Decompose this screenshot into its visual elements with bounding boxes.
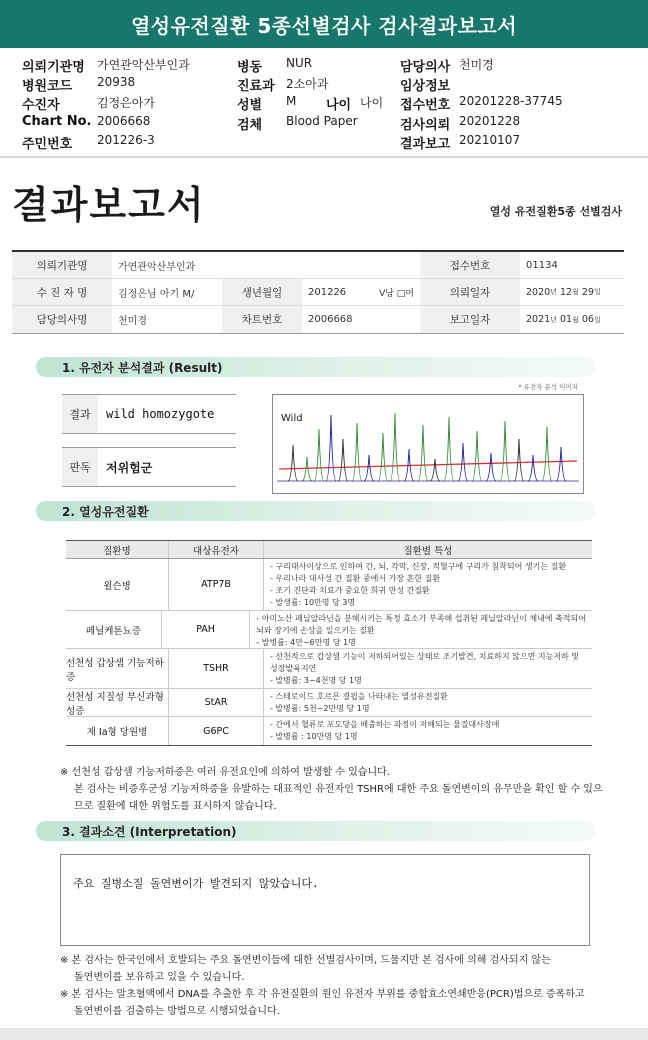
note-line: 므로 질환에 대한 위험도를 표시하지 않습니다. (74, 801, 277, 812)
id-value: 201226-3 (97, 133, 155, 147)
info-institution-label: 의뢰기관명 (12, 252, 112, 278)
feature-line: - 선천적으로 갑상샘 기능이 저하되어있는 상태로 조기발견, 치료하지 않으면 지능저하 및 (270, 652, 580, 661)
sex-male-checkbox: V남 (379, 288, 394, 299)
request-label: 검사의뢰 (400, 118, 451, 133)
info-chart-value: 2006668 (308, 314, 353, 325)
chromatogram-peak (528, 455, 538, 481)
info-chart-label: 차트번호 (222, 306, 302, 333)
chromatogram-peak (430, 459, 440, 481)
section3-notes (60, 952, 585, 1020)
request-value: 20201228 (459, 114, 521, 128)
info-institution-value: 가연관악산부인과 (118, 261, 196, 273)
feature-line: 성장발육지연 (270, 664, 317, 673)
chromatogram-peak (378, 433, 388, 481)
info-row (12, 306, 624, 333)
info-birth-label: 생년월일 (222, 279, 302, 305)
chart-label: Chart No. (22, 114, 92, 129)
disease-features (264, 717, 592, 745)
report-month: 01 (559, 314, 573, 325)
chromatogram-peak (352, 423, 362, 481)
chromatogram-peak (472, 431, 482, 481)
hospital-code-value: 20938 (97, 75, 136, 89)
doctor-value: 천미경 (459, 58, 494, 72)
chromatogram-peak (514, 439, 524, 481)
chromatogram-peak (556, 447, 566, 481)
result-label: 결과 (62, 395, 98, 433)
disease-name: 윌슨병 (66, 559, 169, 610)
chromatogram-peak (500, 421, 510, 481)
section2-header: 2. 열성유전질환 (36, 501, 596, 521)
disease-table (66, 540, 592, 746)
disease-name: 제 Ia형 당원병 (66, 717, 169, 745)
feature-line: - 구리대사이상으로 인하여 간, 뇌, 각막, 신장, 적혈구에 구리가 침착되어 생기는 질환 (270, 562, 567, 571)
info-doctor-label: 담당의사명 (12, 306, 112, 333)
chromatogram-peak (486, 453, 496, 481)
disease-gene: StAR (169, 689, 264, 716)
disease-row (66, 611, 592, 649)
result-value: wild homozygote (106, 407, 215, 421)
chromatogram-peak (390, 413, 400, 481)
patient-value: 김정은아가 (97, 96, 155, 110)
request-year: 2020 (526, 286, 551, 298)
info-report-label: 보고일자 (420, 306, 520, 333)
note-line: 돌연변이를 검출하는 방법으로 시행되었습니다. (74, 1006, 280, 1017)
disease-features (264, 649, 592, 688)
age-label: 나이 (326, 98, 352, 113)
sex-value: M (286, 94, 297, 108)
disease-features (264, 689, 592, 716)
note-line: 돌연변이를 보유하고 있을 수 있습니다. (74, 972, 245, 983)
disease-gene: PAH (162, 611, 250, 648)
day-unit: 일 (593, 315, 601, 324)
ward-label: 병동 (237, 60, 263, 75)
disease-table-header (66, 541, 592, 559)
info-report-value (520, 306, 624, 333)
receipt-label: 접수번호 (400, 98, 451, 113)
info-patient-label: 수 진 자 명 (12, 279, 112, 305)
disease-features (250, 611, 592, 648)
chromatogram-peak (458, 443, 468, 481)
year-unit: 년 (550, 315, 557, 324)
feature-line: - 조기 진단과 치료가 중요한 희귀 만성 간질환 (270, 586, 430, 595)
institution-value: 가연관악산부인과 (97, 58, 190, 72)
col-features: 질환별 특성 (403, 545, 453, 557)
info-request-value (520, 279, 624, 305)
feature-line: - 발병률: 3~4천명 당 1명 (270, 676, 362, 685)
specimen-value: Blood Paper (286, 114, 358, 128)
request-month: 12 (559, 286, 573, 298)
disease-row (66, 649, 592, 689)
report-header (0, 52, 648, 152)
age-value: 나이 (360, 96, 384, 110)
report-subtitle: 열성 유전질환5종 선별검사 (489, 205, 622, 218)
disease-gene: TSHR (169, 649, 264, 688)
interpretation-text: 주요 질병소질 돌연변이가 발견되지 않았습니다. (73, 877, 319, 890)
chromatogram-peak (542, 427, 552, 481)
sex-female-checkbox: □여 (396, 288, 414, 299)
year-unit: 년 (550, 288, 557, 296)
chromatogram-label: Wild (281, 413, 303, 424)
report-date-value: 20210107 (459, 133, 521, 147)
interpretation-box (60, 854, 590, 946)
receipt-value: 20201228-37745 (459, 94, 563, 108)
info-receipt-label: 접수번호 (420, 252, 520, 278)
info-birth-cell (302, 279, 420, 305)
banner-title: 열성유전질환 5종선별검사 검사결과보고서 (130, 13, 518, 38)
disease-row (66, 689, 592, 717)
report-banner (0, 0, 648, 48)
result-box (62, 394, 236, 434)
ward-value: NUR (286, 56, 313, 70)
note-line: ※ 본 검사는 한국인에서 호발되는 주요 돌연변이들에 대한 선별검사이며, 드물지만 본 검사에 의해 검사되지 않는 (60, 955, 551, 966)
judge-value: 저위험군 (106, 460, 153, 475)
col-disease: 질환명 (66, 541, 169, 558)
info-birth-value: 201226 (308, 286, 347, 298)
disease-name: 선천성 갑상샘 기능저하증 (66, 649, 169, 688)
specimen-label: 검체 (237, 118, 263, 133)
report-date-label: 결과보고 (400, 137, 451, 152)
disease-features (264, 559, 592, 610)
feature-line: - 스테로이드 호르몬 결핍을 나타내는 열성유전질환 (270, 692, 448, 701)
chromatogram-peak (288, 445, 298, 481)
info-row (12, 252, 624, 279)
chromatogram-peak (338, 439, 348, 481)
report-year: 2021 (526, 314, 551, 325)
disease-name: 선천성 지질성 부신과형성증 (66, 689, 169, 716)
chromatogram-peak (302, 457, 312, 481)
day-unit: 일 (593, 288, 601, 296)
feature-line: 뇌와 장기에 손상을 일으키는 질환 (256, 626, 375, 635)
institution-label: 의뢰기관명 (22, 60, 85, 75)
judge-label: 판독 (62, 448, 98, 486)
month-unit: 월 (572, 315, 579, 324)
hospital-code-label: 병원코드 (22, 79, 73, 94)
info-row (12, 279, 624, 306)
feature-line: - 아미노산 페닐알라닌을 분해시키는 특정 효소가 부족해 섭취된 페닐알라닌이 체내에 축적되어 (256, 614, 586, 623)
patient-info-table (12, 250, 624, 334)
disease-gene: ATP7B (169, 559, 264, 610)
section3-header: 3. 결과소견 (Interpretation) (36, 821, 596, 841)
report-day: 06 (581, 314, 594, 325)
chromatogram-svg (273, 395, 583, 493)
disease-table-body (66, 559, 592, 745)
section2-notes (60, 764, 603, 815)
chromatogram-peak (364, 455, 374, 481)
disease-gene: G6PC (169, 717, 264, 745)
judge-box (62, 447, 236, 487)
col-gene: 대상유전자 (169, 541, 264, 558)
info-doctor-value: 천미경 (118, 316, 147, 327)
chromatogram-peak (326, 415, 336, 481)
chromatogram (272, 394, 584, 494)
footer-bar (0, 1028, 648, 1040)
request-day: 29 (581, 286, 594, 298)
clinical-label: 임상정보 (400, 79, 451, 94)
feature-line: - 발병률: 5천~2만명 당 1명 (270, 704, 370, 713)
chart-value: 2006668 (97, 114, 151, 128)
dept-label: 진료과 (237, 79, 275, 94)
dept-value: 2소아과 (286, 77, 329, 91)
info-request-label: 의뢰일자 (420, 279, 520, 305)
chromatogram-peak (418, 425, 428, 481)
note-line: 본 검사는 비증후군성 기능저하증을 유발하는 대표적인 유전자인 TSHR에 대한 주요 돌연변이의 유무만을 확인 할 수 있으 (74, 784, 603, 795)
sex-label: 성별 (237, 98, 263, 113)
info-receipt-value: 01134 (526, 259, 558, 271)
note-line: ※ 본 검사는 말초혈액에서 DNA를 추출한 후 각 유전질환의 원인 유전자 부위를 중합효소연쇄반응(PCR)법으로 증폭하고 (60, 989, 585, 1000)
feature-line: - 발병률: 4만~6만명 당 1명 (256, 638, 356, 647)
patient-label: 수진자 (22, 98, 60, 113)
info-patient-value: 김정은님 아기 M/ (118, 288, 195, 300)
chromatogram-peak (314, 429, 324, 481)
note-line: ※ 선천성 갑상샘 기능저하증은 여러 유전요인에 의하여 발생할 수 있습니다. (60, 767, 390, 778)
feature-line: - 우리나라 대사성 간 질환 중에서 가장 흔한 질환 (270, 574, 441, 583)
doctor-label: 담당의사 (400, 60, 451, 75)
feature-line: - 발생률: 10만명 당 3명 (270, 598, 356, 607)
feature-line: - 간에서 혈류로 포도당을 배출하는 과정이 저해되는 물질대사장애 (270, 720, 500, 729)
chromatogram-peak (444, 417, 454, 481)
disease-name: 페닐케톤뇨증 (66, 611, 162, 648)
id-label: 주민번호 (22, 137, 73, 152)
report-title: 결과보고서 (12, 183, 206, 227)
month-unit: 월 (572, 288, 579, 296)
disease-row (66, 717, 592, 745)
header-divider (0, 156, 648, 158)
disease-row (66, 559, 592, 611)
feature-line: - 발병률 : 10만명 당 1명 (270, 732, 358, 741)
chromatogram-caption: * 유전자 분석 이미지 (518, 383, 578, 391)
section1-header: 1. 유전자 분석결과 (Result) (36, 357, 596, 377)
